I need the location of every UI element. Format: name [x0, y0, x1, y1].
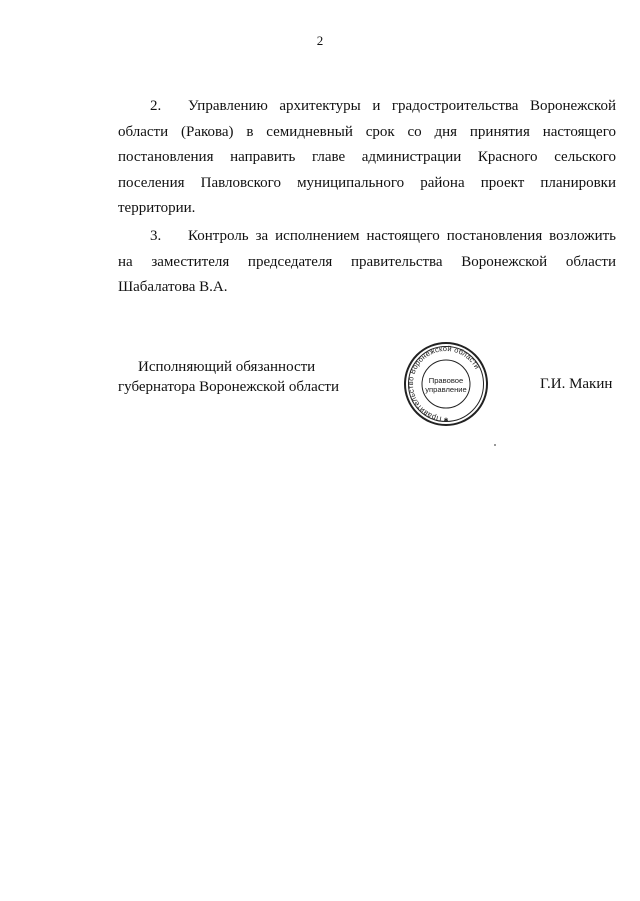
paragraph-3 [118, 224, 616, 301]
paragraph-3-line-3: Шабалатова В.А. [118, 279, 228, 295]
page-number: 2 [316, 33, 324, 48]
paragraph-2-line-1: 2. Управлению архитектуры и градостроительства Воронежской [118, 94, 616, 120]
official-seal-stamp [396, 339, 496, 429]
signatory-title-line-2: губернатора Воронежской области [118, 379, 339, 395]
paragraph-2-line-5: территории. [118, 200, 196, 216]
paragraph-3-number: 3. [150, 228, 162, 244]
paragraph-2-line-2: области (Ракова) в семидневный срок со дня принятия настоящего [118, 123, 616, 140]
signatory-name: Г.И. Макин [540, 376, 613, 392]
seal-ring-text: Правительство Воронежской области [405, 343, 482, 424]
seal-center-line-1: Правовое [428, 376, 464, 385]
paragraph-3-line-2: на заместителя председателя правительства Воронежской области [118, 253, 616, 270]
paragraph-2-line-4: поселения Павловского муниципального района проект планировки [118, 174, 616, 191]
paragraph-2 [118, 94, 616, 222]
signatory-title-line-1: Исполняющий обязанности [138, 359, 316, 375]
seal-star-icon: ✱ [443, 418, 449, 424]
scan-speck [494, 444, 496, 446]
seal-center-line-2: управление [425, 385, 467, 394]
paragraph-2-number: 2. [150, 98, 162, 114]
signatory-title [118, 357, 339, 397]
paragraph-2-line-3: постановления направить главе администрации Красного сельского [118, 149, 616, 165]
paragraph-3-line-1: 3. Контроль за исполнением настоящего постановления возложить [118, 224, 616, 250]
